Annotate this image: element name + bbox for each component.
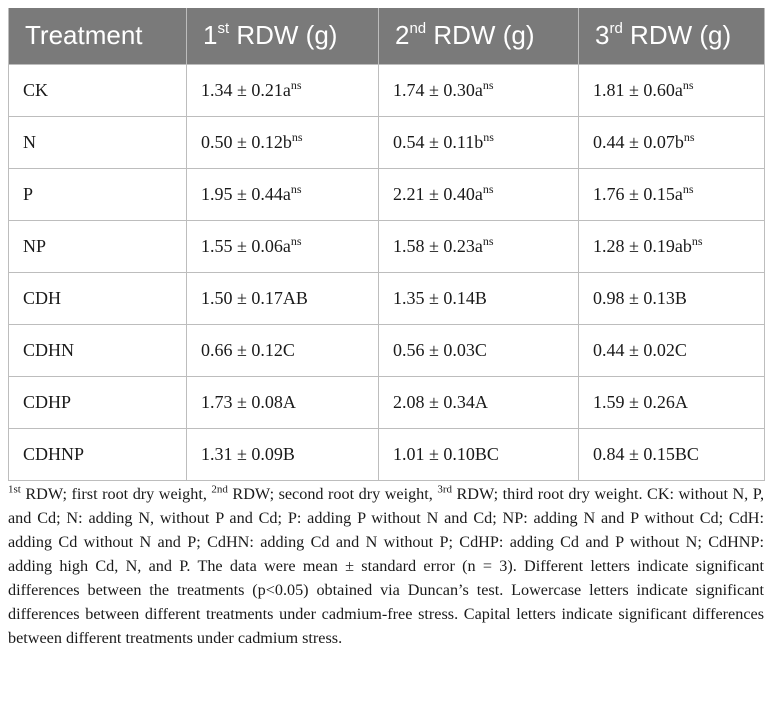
- cell-value: 0.54 ± 0.11b: [393, 131, 484, 152]
- footnote-sup-1: 1st: [8, 483, 21, 496]
- cell-value: 2.21 ± 0.40a: [393, 183, 483, 204]
- cell-sig: ns: [691, 233, 703, 248]
- cell-value: 1.74 ± 0.30a: [393, 79, 483, 100]
- cell-value: 1.55 ± 0.06a: [201, 235, 291, 256]
- rdw-table: [8, 8, 765, 481]
- cell-value: 1.81 ± 0.60a: [593, 79, 683, 100]
- cell-rdw-1: [187, 168, 379, 220]
- cell-rdw-3: [579, 168, 765, 220]
- cell-value: 1.01 ± 0.10BC: [393, 443, 499, 464]
- table-row: [9, 324, 765, 376]
- cell-sig: ns: [683, 129, 695, 144]
- table-row: [9, 168, 765, 220]
- cell-value: 2.08 ± 0.34A: [393, 391, 488, 412]
- cell-rdw-2: [379, 272, 579, 324]
- cell-sig: ns: [682, 77, 694, 92]
- header-rdw-1-num: 1: [203, 20, 218, 51]
- table-row: [9, 64, 765, 116]
- cell-sig: ns: [291, 129, 303, 144]
- cell-rdw-1: [187, 116, 379, 168]
- footnote-part-3: RDW; third root dry weight. CK: without N, P, and Cd; N: adding N, without P and Cd; P: adding P without N and Cd; NP: adding N and P without Cd; CdH: adding Cd without N and P; CdHN: adding Cd and N without P; CdHP: adding Cd and P without N; CdHNP: adding high Cd, N, and P. The data were mean ± standard error (n = 3). Different letters indicate significant differences between the treatments (p<0.05) obtained via Duncan’s test. Lowercase letters indicate significant differences between different treatments under cadmium-free stress. Capital letters indicate significant differences between different treatments under cadmium stress.: [8, 485, 764, 647]
- cell-value: 1.58 ± 0.23a: [393, 235, 483, 256]
- cell-rdw-3: [579, 116, 765, 168]
- cell-rdw-1: [187, 376, 379, 428]
- cell-rdw-3: [579, 376, 765, 428]
- cell-rdw-3: [579, 324, 765, 376]
- cell-value: 1.35 ± 0.14B: [393, 287, 487, 308]
- footnote-sup-2: 2nd: [211, 483, 228, 496]
- cell-rdw-2: [379, 116, 579, 168]
- cell-rdw-1: [187, 272, 379, 324]
- footnote-part-1: RDW; first root dry weight,: [20, 485, 212, 503]
- cell-value: 0.56 ± 0.03C: [393, 339, 487, 360]
- cell-sig: ns: [682, 181, 694, 196]
- header-treatment: [9, 8, 187, 64]
- cell-treatment: CDHP: [9, 376, 187, 428]
- cell-value: 0.84 ± 0.15BC: [593, 443, 699, 464]
- cell-rdw-3: [579, 428, 765, 480]
- header-rdw-2: [379, 8, 579, 64]
- cell-sig: ns: [482, 181, 494, 196]
- cell-sig: ns: [482, 233, 494, 248]
- cell-value: 0.44 ± 0.02C: [593, 339, 687, 360]
- footnote-part-2: RDW; second root dry weight,: [227, 485, 438, 503]
- table-row: [9, 272, 765, 324]
- cell-rdw-2: [379, 376, 579, 428]
- cell-value: 0.98 ± 0.13B: [593, 287, 687, 308]
- table-row: [9, 428, 765, 480]
- cell-rdw-2: [379, 428, 579, 480]
- cell-value: 0.44 ± 0.07b: [593, 131, 684, 152]
- cell-rdw-2: [379, 324, 579, 376]
- footnote-sup-3: 3rd: [437, 483, 452, 496]
- cell-value: 0.50 ± 0.12b: [201, 131, 292, 152]
- cell-value: 1.28 ± 0.19ab: [593, 235, 692, 256]
- cell-value: 1.73 ± 0.08A: [201, 391, 296, 412]
- cell-value: 1.95 ± 0.44a: [201, 183, 291, 204]
- cell-value: 1.76 ± 0.15a: [593, 183, 683, 204]
- cell-treatment: N: [9, 116, 187, 168]
- table-row: [9, 376, 765, 428]
- table-row: [9, 116, 765, 168]
- cell-rdw-3: [579, 220, 765, 272]
- header-treatment-label: Treatment: [25, 20, 143, 51]
- table-row: [9, 220, 765, 272]
- cell-value: 1.50 ± 0.17AB: [201, 287, 308, 308]
- cell-sig: ns: [290, 233, 302, 248]
- header-rdw-1-sup: st: [217, 19, 230, 37]
- cell-treatment: CK: [9, 64, 187, 116]
- cell-treatment: NP: [9, 220, 187, 272]
- header-rdw-2-num: 2: [395, 20, 410, 51]
- table-footnote: [8, 482, 764, 650]
- rdw-table-container: [8, 8, 764, 481]
- cell-sig: ns: [482, 77, 494, 92]
- cell-rdw-2: [379, 64, 579, 116]
- cell-sig: ns: [290, 181, 302, 196]
- cell-sig: ns: [483, 129, 494, 144]
- cell-sig: ns: [290, 77, 302, 92]
- cell-rdw-1: [187, 220, 379, 272]
- header-rdw-3-sup: rd: [609, 19, 623, 37]
- cell-rdw-3: [579, 272, 765, 324]
- header-rdw-1-label: RDW (g): [229, 20, 338, 51]
- cell-rdw-1: [187, 324, 379, 376]
- header-rdw-3-num: 3: [595, 20, 610, 51]
- cell-value: 1.34 ± 0.21a: [201, 79, 291, 100]
- cell-value: 1.31 ± 0.09B: [201, 443, 295, 464]
- cell-value: 1.59 ± 0.26A: [593, 391, 688, 412]
- cell-rdw-1: [187, 64, 379, 116]
- header-rdw-2-sup: nd: [409, 19, 427, 37]
- header-rdw-2-label: RDW (g): [426, 20, 535, 51]
- cell-treatment: CDHN: [9, 324, 187, 376]
- cell-treatment: P: [9, 168, 187, 220]
- header-rdw-3: [579, 8, 765, 64]
- cell-rdw-2: [379, 220, 579, 272]
- header-rdw-1: [187, 8, 379, 64]
- cell-rdw-3: [579, 64, 765, 116]
- cell-rdw-1: [187, 428, 379, 480]
- cell-treatment: CDH: [9, 272, 187, 324]
- table-header-row: [9, 8, 765, 64]
- cell-rdw-2: [379, 168, 579, 220]
- cell-value: 0.66 ± 0.12C: [201, 339, 295, 360]
- header-rdw-3-label: RDW (g): [622, 20, 732, 51]
- cell-treatment: CDHNP: [9, 428, 187, 480]
